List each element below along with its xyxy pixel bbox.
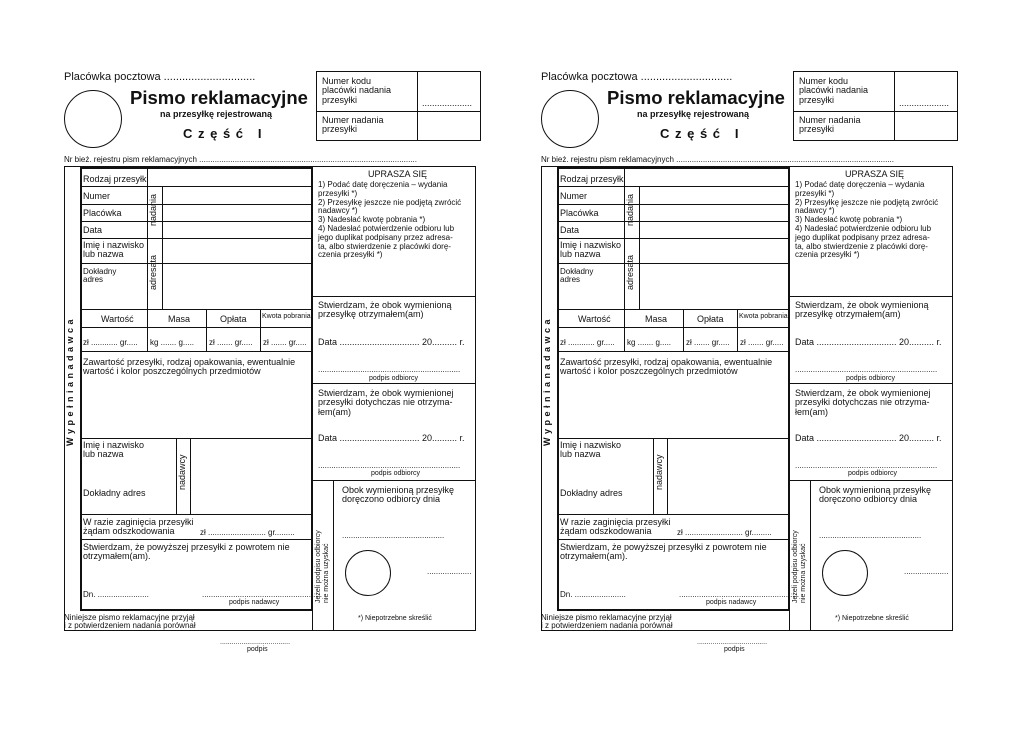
cod-label: Kwota pobrania [739, 313, 788, 320]
cod-fill: zł ....... gr..... [263, 338, 307, 347]
sender-name-label: Imię i nazwisko lub nazwa [83, 440, 145, 460]
stamp-circle [541, 90, 599, 148]
form-title: Pismo reklamacyjne [130, 87, 308, 108]
sender-date: Dn. ....................... [560, 590, 626, 599]
sender-sign-dots: ...................................................... [202, 590, 323, 599]
register-line: Nr bież. rejestru pism reklamacyjnych .................................................................................................. [541, 155, 894, 164]
delivered-statement: Obok wymienioną przesyłkę doręczono odbiorcy dnia [819, 485, 932, 505]
not-received-sign-dots: ................................................................ [318, 461, 461, 470]
nadania-label: nadania [625, 193, 635, 226]
not-received-statement: Stwierdzam, że obok wymienionej przesyłki dotychczas nie otrzyma- łem(am) [795, 388, 931, 417]
fee-label: Opłata [220, 314, 247, 324]
sender-name-label: Imię i nazwisko lub nazwa [560, 440, 622, 460]
contents-label: Zawartość przesyłki, rodzaj opakowania, ewentualnie wartość i kolor poszczególnych przedmiotów [83, 357, 296, 377]
not-received-date: Data ................................ 20.......... r. [795, 433, 942, 443]
delivery-condition-label: Jeżeli podpisu odbiorcy nie można uzyskać [315, 530, 331, 603]
fee-label: Opłata [697, 314, 724, 324]
delivered-dots: .............................................. [342, 531, 445, 540]
requests-items: 1) Podać datę doręczenia – wydania przesyłki *) 2) Przesyłkę jeszcze nie podjętą zwrócić nadawcy *) 3) Nadesłać kwotę pobrania *) 4) Nadesłać potwierdzenie odbioru lub jego duplikat podpisany przez adresa- ta, albo stwierdzenie z placówki dorę- czenia przesyłki *) [318, 180, 462, 260]
compensation-fill: zł .......................... gr......... [200, 528, 295, 537]
value-fill: zł ............ gr..... [83, 338, 138, 347]
form-subtitle: na przesyłkę rejestrowaną [637, 109, 750, 119]
received-statement: Stwierdzam, że obok wymienioną przesyłkę otrzymałem(am) [318, 300, 452, 320]
stamp-circle [64, 90, 122, 148]
received-sign-dots: ................................................................ [318, 365, 461, 374]
footnote: *) Niepotrzebne skreślić [358, 615, 432, 622]
not-received-sign-caption: podpis odbiorcy [848, 470, 898, 477]
delivered-dots-2: .................... [904, 567, 949, 576]
cod-fill: zł ....... gr..... [740, 338, 784, 347]
mass-fill: kg ....... g..... [627, 338, 672, 347]
delivery-stamp-circle [822, 550, 868, 596]
form-title: Pismo reklamacyjne [607, 87, 785, 108]
recipient-name-label: Imię i nazwisko lub nazwa [560, 240, 622, 260]
footer-text: Niniejsze pismo reklamacyjne przyjął i z potwierdzeniem nadania porównał [541, 613, 673, 631]
not-received-sign-caption: podpis odbiorcy [371, 470, 421, 477]
shipment-date-label: Data [560, 225, 580, 235]
compensation-fill: zł .......................... gr......... [677, 528, 772, 537]
office-label: Placówka pocztowa .............................. [64, 71, 256, 83]
sender-sign-caption: podpis nadawcy [229, 599, 280, 606]
number-label: Numer nadania przesyłki [322, 115, 384, 135]
not-received-statement: Stwierdzam, że obok wymienionej przesyłki dotychczas nie otrzyma- łem(am) [318, 388, 454, 417]
sender-sign-dots: ...................................................... [679, 590, 800, 599]
not-received-date: Data ................................ 20.......... r. [318, 433, 465, 443]
number-label: Numer nadania przesyłki [799, 115, 861, 135]
footer-sign-dots: .................................... [697, 639, 768, 646]
form-part-left [62, 0, 502, 748]
shipment-number-label: Numer [560, 191, 588, 201]
side-label: W y p e ł n i a n a d a w c a [65, 318, 75, 446]
value-label: Wartość [101, 314, 134, 324]
part-label: C z ę ś ć I [660, 126, 740, 141]
shipment-type-label: Rodzaj przesyłki [83, 174, 149, 184]
received-date: Data ................................ 20.......... r. [795, 337, 942, 347]
mass-label: Masa [168, 314, 191, 324]
fee-fill: zł ....... gr..... [686, 338, 730, 347]
shipment-type-label: Rodzaj przesyłki [560, 174, 626, 184]
fee-fill: zł ....... gr..... [209, 338, 253, 347]
footer-text: Niniejsze pismo reklamacyjne przyjął i z potwierdzeniem nadania porównał [64, 613, 196, 631]
footer-sign-dots: .................................... [220, 639, 291, 646]
recipient-address-label: Dokładny adres [83, 267, 117, 285]
code-dots: .................... [422, 98, 473, 108]
code-label: Numer kodu placówki nadania przesyłki [799, 76, 869, 105]
footer-sign-caption: podpis [247, 646, 268, 653]
shipment-number-label: Numer [83, 191, 111, 201]
received-sign-dots: ................................................................ [795, 365, 938, 374]
register-line: Nr bież. rejestru pism reklamacyjnych .................................................................................................. [64, 155, 417, 164]
delivery-stamp-circle [345, 550, 391, 596]
requests-items: 1) Podać datę doręczenia – wydania przesyłki *) 2) Przesyłkę jeszcze nie podjętą zwrócić nadawcy *) 3) Nadesłać kwotę pobrania *) 4) Nadesłać potwierdzenie odbioru lub jego duplikat podpisany przez adresa- ta, albo stwierdzenie z placówki dorę- czenia przesyłki *) [795, 180, 939, 260]
return-statement: Stwierdzam, że powyższej przesyłki z powrotem nie otrzymałem(am). [83, 542, 290, 562]
nadawcy-label: nadawcy [177, 454, 187, 490]
footer-sign-caption: podpis [724, 646, 745, 653]
requests-title: UPRASZA SIĘ [845, 169, 905, 179]
delivered-statement: Obok wymienioną przesyłkę doręczono odbiorcy dnia [342, 485, 455, 505]
received-date: Data ................................ 20.......... r. [318, 337, 465, 347]
side-label: W y p e ł n i a n a d a w c a [542, 318, 552, 446]
recipient-address-label: Dokładny adres [560, 267, 594, 285]
value-label: Wartość [578, 314, 611, 324]
received-sign-caption: podpis odbiorcy [369, 375, 419, 382]
office-label: Placówka pocztowa .............................. [541, 71, 733, 83]
delivered-dots-2: .................... [427, 567, 472, 576]
mass-fill: kg ....... g..... [150, 338, 195, 347]
adresata-label: adresata [625, 254, 635, 290]
shipment-date-label: Data [83, 225, 103, 235]
code-label: Numer kodu placówki nadania przesyłki [322, 76, 392, 105]
form-subtitle: na przesyłkę rejestrowaną [160, 109, 273, 119]
footnote: *) Niepotrzebne skreślić [835, 615, 909, 622]
shipment-office-label: Placówka [83, 208, 122, 218]
form-part-right [539, 0, 979, 748]
cod-label: Kwota pobrania [262, 313, 311, 320]
part-label: C z ę ś ć I [183, 126, 263, 141]
return-statement: Stwierdzam, że powyższej przesyłki z powrotem nie otrzymałem(am). [560, 542, 767, 562]
delivery-condition-label: Jeżeli podpisu odbiorcy nie można uzyskać [792, 530, 808, 603]
compensation-label: W razie zaginięcia przesyłki żądam odszkodowania [560, 517, 671, 537]
received-sign-caption: podpis odbiorcy [846, 375, 896, 382]
received-statement: Stwierdzam, że obok wymienioną przesyłkę otrzymałem(am) [795, 300, 929, 320]
nadawcy-label: nadawcy [654, 454, 664, 490]
compensation-label: W razie zaginięcia przesyłki żądam odszkodowania [83, 517, 194, 537]
contents-label: Zawartość przesyłki, rodzaj opakowania, ewentualnie wartość i kolor poszczególnych przedmiotów [560, 357, 773, 377]
sender-address-label: Dokładny adres [83, 488, 146, 498]
sender-address-label: Dokładny adres [560, 488, 623, 498]
requests-title: UPRASZA SIĘ [368, 169, 428, 179]
nadania-label: nadania [148, 193, 158, 226]
sender-sign-caption: podpis nadawcy [706, 599, 757, 606]
value-fill: zł ............ gr..... [560, 338, 615, 347]
shipment-office-label: Placówka [560, 208, 599, 218]
code-dots: .................... [899, 98, 950, 108]
not-received-sign-dots: ................................................................ [795, 461, 938, 470]
mass-label: Masa [645, 314, 668, 324]
adresata-label: adresata [148, 254, 158, 290]
sender-date: Dn. ....................... [83, 590, 149, 599]
recipient-name-label: Imię i nazwisko lub nazwa [83, 240, 145, 260]
delivered-dots: .............................................. [819, 531, 922, 540]
